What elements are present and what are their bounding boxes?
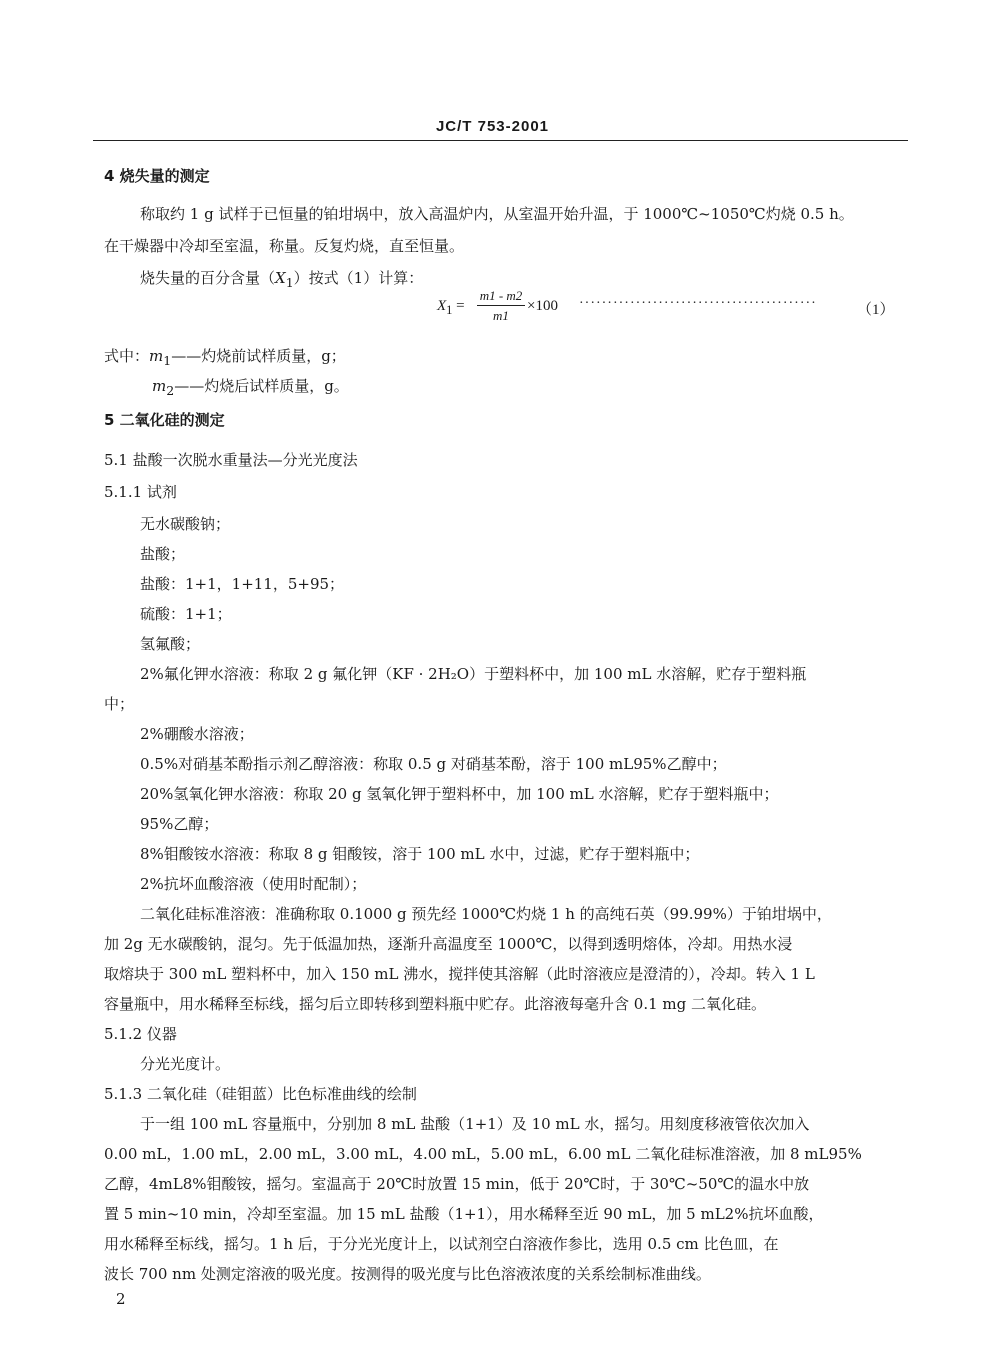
reagent-item: 氢氟酸； <box>140 635 201 653</box>
where-m1-desc: ——灼烧前试样质量，g； <box>171 347 346 365</box>
section-5-1-heading: 5.1 盐酸一次脱水重量法—分光光度法 <box>104 451 358 469</box>
standard-solution-line: 容量瓶中，用水稀释至标线，摇匀后立即转移到塑料瓶中贮存。此溶液每毫升含 0.1 mg 二氧化硅。 <box>104 995 766 1013</box>
section-5-heading: 5 二氧化硅的测定 <box>104 411 225 429</box>
reagent-item: 2%抗坏血酸溶液（使用时配制）； <box>140 875 367 893</box>
loss-on-ignition-formula <box>437 288 897 336</box>
section-5-1-1-heading: 5.1.1 试剂 <box>104 483 177 501</box>
where-m1-sub: 1 <box>163 353 172 368</box>
curve-text-line: 置 5 min~10 min，冷却至室温。加 15 mL 盐酸（1+1），用水稀释至近 90 mL，加 5 mL2%抗坏血酸， <box>104 1205 824 1223</box>
reagent-item: 盐酸：1+1，1+11，5+95； <box>140 575 345 593</box>
reagent-item: 2%硼酸水溶液； <box>140 725 254 743</box>
section-4-paragraph-line-2: 在干燥器中冷却至室温，称量。反复灼烧，直至恒量。 <box>104 237 465 255</box>
section-5-1-2-heading: 5.1.2 仪器 <box>104 1025 177 1043</box>
reagent-item: 95%乙醇； <box>140 815 219 833</box>
section-4-paragraph-line-1: 称取约 1 g 试样于已恒量的铂坩埚中，放入高温炉内，从室温开始升温，于 1000℃~1050℃灼烧 0.5 h。 <box>140 205 854 223</box>
where-prefix: 式中： <box>104 347 150 365</box>
reagent-item: 盐酸； <box>140 545 186 563</box>
formula-denominator-text: m1 <box>493 308 509 323</box>
instrument-text: 分光光度计。 <box>140 1055 231 1073</box>
where-m2-desc: ——灼烧后试样质量，g。 <box>174 377 349 395</box>
where-m2-line <box>152 376 349 401</box>
formula-equation-number: （1） <box>857 302 895 318</box>
formula-leader-dots: ·········································· <box>579 296 817 311</box>
document-code-header: JC/T 753-2001 <box>435 118 550 135</box>
header-rule <box>93 140 908 141</box>
reagent-item: 0.5%对硝基苯酚指示剂乙醇溶液：称取 0.5 g 对硝基苯酚，溶于 100 mL95%乙醇中； <box>140 755 727 773</box>
reagent-item: 20%氢氧化钾水溶液：称取 20 g 氢氧化钾于塑料杯中，加 100 mL 水溶解，贮存于塑料瓶中； <box>140 785 779 803</box>
where-m2-sub: 2 <box>166 383 175 398</box>
formula-equals: = <box>456 298 465 314</box>
formula-lhs <box>437 298 465 318</box>
formula-lhs-var: X <box>437 298 447 314</box>
formula-fraction <box>477 288 525 324</box>
page-number: 2 <box>116 1290 126 1308</box>
where-m1-var: m <box>149 347 164 365</box>
curve-text-line: 用水稀释至标线，摇匀。1 h 后，于分光光度计上，以试剂空白溶液作参比，选用 0.5 cm 比色皿，在 <box>104 1235 779 1253</box>
standard-solution-line: 二氧化硅标准溶液：准确称取 0.1000 g 预先经 1000℃灼烧 1 h 的高纯石英（99.99%）于铂坩埚中， <box>140 905 832 923</box>
loss-formula-intro-sub: 1 <box>285 275 294 290</box>
standard-solution-line: 取熔块于 300 mL 塑料杯中，加入 150 mL 沸水，搅拌使其溶解（此时溶液应是澄清的），冷却。转入 1 L <box>104 965 815 983</box>
reagent-item: 无水碳酸钠； <box>140 515 231 533</box>
curve-text-line: 波长 700 nm 处测定溶液的吸光度。按测得的吸光度与比色溶液浓度的关系绘制标准曲线。 <box>104 1265 711 1283</box>
reagent-item-continuation: 中； <box>104 695 135 713</box>
formula-multiplier: ×100 <box>527 298 558 314</box>
section-5-1-3-heading: 5.1.3 二氧化硅（硅钼蓝）比色标准曲线的绘制 <box>104 1085 417 1103</box>
curve-text-line: 乙醇，4mL8%钼酸铵，摇匀。室温高于 20℃时放置 15 min，低于 20℃时，于 30℃~50℃的温水中放 <box>104 1175 810 1193</box>
curve-text-line: 于一组 100 mL 容量瓶中，分别加 8 mL 盐酸（1+1）及 10 mL 水，摇匀。用刻度移液管依次加入 <box>140 1115 810 1133</box>
section-4-heading: 4 烧失量的测定 <box>104 167 210 185</box>
where-m1-line <box>104 346 346 371</box>
where-m2-var: m <box>152 377 167 395</box>
loss-formula-intro <box>140 268 423 293</box>
loss-formula-intro-var: X <box>275 269 286 287</box>
formula-lhs-sub: 1 <box>446 303 453 317</box>
loss-formula-intro-pre: 烧失量的百分含量（ <box>140 269 276 287</box>
standard-solution-line: 加 2g 无水碳酸钠，混匀。先于低温加热，逐渐升高温度至 1000℃，以得到透明熔体，冷却。用热水浸 <box>104 935 793 953</box>
formula-fraction-bar <box>477 305 525 306</box>
formula-numerator <box>477 288 525 304</box>
loss-formula-intro-post: ）按式（1）计算： <box>293 269 424 287</box>
reagent-item: 硫酸：1+1； <box>140 605 232 623</box>
reagent-item: 2%氟化钾水溶液：称取 2 g 氟化钾（KF · 2H₂O）于塑料杯中，加 100 mL 水溶解，贮存于塑料瓶 <box>140 665 807 683</box>
formula-denominator <box>477 308 525 324</box>
curve-text-line: 0.00 mL，1.00 mL，2.00 mL，3.00 mL，4.00 mL，5.00 mL，6.00 mL 二氧化硅标准溶液，加 8 mL95% <box>104 1145 862 1163</box>
reagent-item: 8%钼酸铵水溶液：称取 8 g 钼酸铵，溶于 100 mL 水中，过滤，贮存于塑料瓶中； <box>140 845 700 863</box>
formula-numerator-text: m1 - m2 <box>479 288 523 303</box>
